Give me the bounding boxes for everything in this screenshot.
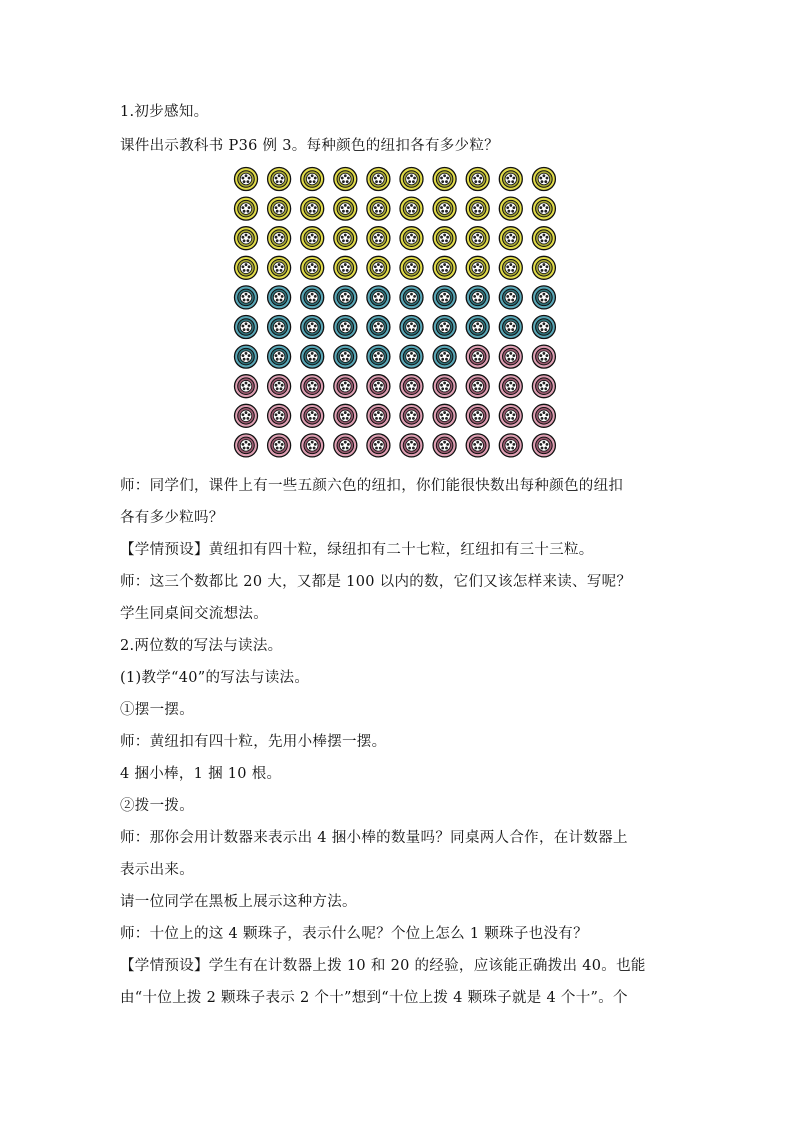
yellow-button-icon <box>301 197 324 220</box>
yellow-button-icon <box>367 197 390 220</box>
pink-button-icon <box>268 375 291 398</box>
yellow-button-icon <box>400 168 423 191</box>
text-line: 师：这三个数都比 20 大，又都是 100 以内的数，它们又该怎样来读、写呢？ <box>120 574 632 590</box>
green-button-icon <box>301 286 324 309</box>
pink-button-icon <box>235 375 258 398</box>
text-line: 2.两位数的写法与读法。 <box>120 638 283 654</box>
yellow-button-icon <box>466 168 489 191</box>
yellow-button-icon <box>367 168 390 191</box>
green-button-icon <box>499 316 522 339</box>
yellow-button-icon <box>532 197 555 220</box>
text-line: 学生同桌间交流想法。 <box>120 606 268 622</box>
text-line: 请一位同学在黑板上展示这种方法。 <box>120 894 357 910</box>
text-line: ②拨一拨。 <box>120 798 194 814</box>
green-button-icon <box>268 286 291 309</box>
pink-button-icon <box>301 375 324 398</box>
pink-button-icon <box>532 404 555 427</box>
pink-button-icon <box>499 434 522 457</box>
green-button-icon <box>235 316 258 339</box>
green-button-icon <box>235 345 258 368</box>
text-line: 1.初步感知。 <box>120 104 209 120</box>
yellow-button-icon <box>499 168 522 191</box>
green-button-icon <box>400 316 423 339</box>
pink-button-icon <box>367 375 390 398</box>
buttons-figure <box>232 164 564 464</box>
pink-button-icon <box>334 375 357 398</box>
yellow-button-icon <box>235 256 258 279</box>
text-line: 师：同学们，课件上有一些五颜六色的纽扣，你们能很快数出每种颜色的纽扣 <box>120 478 624 494</box>
pink-button-icon <box>334 434 357 457</box>
pink-button-icon <box>466 375 489 398</box>
text-line: 表示出来。 <box>120 862 194 878</box>
yellow-button-icon <box>499 256 522 279</box>
green-button-icon <box>433 316 456 339</box>
pink-button-icon <box>367 434 390 457</box>
yellow-button-icon <box>268 168 291 191</box>
yellow-button-icon <box>367 227 390 250</box>
pink-button-icon <box>268 404 291 427</box>
green-button-icon <box>235 286 258 309</box>
pink-button-icon <box>466 345 489 368</box>
yellow-button-icon <box>235 197 258 220</box>
yellow-button-icon <box>301 227 324 250</box>
yellow-button-icon <box>235 227 258 250</box>
pink-button-icon <box>499 404 522 427</box>
yellow-button-icon <box>301 168 324 191</box>
green-button-icon <box>367 286 390 309</box>
yellow-button-icon <box>334 227 357 250</box>
pink-button-icon <box>532 375 555 398</box>
yellow-button-icon <box>466 227 489 250</box>
yellow-button-icon <box>400 197 423 220</box>
pink-button-icon <box>268 434 291 457</box>
pink-button-icon <box>499 345 522 368</box>
green-button-icon <box>268 345 291 368</box>
text-line: ①摆一摆。 <box>120 702 194 718</box>
text-line: 各有多少粒吗？ <box>120 510 224 526</box>
text-line: 【学情预设】黄纽扣有四十粒，绿纽扣有二十七粒，红纽扣有三十三粒。 <box>120 542 594 558</box>
green-button-icon <box>466 286 489 309</box>
green-button-icon <box>301 316 324 339</box>
yellow-button-icon <box>433 197 456 220</box>
green-button-icon <box>268 316 291 339</box>
yellow-button-icon <box>268 256 291 279</box>
green-button-icon <box>400 286 423 309</box>
pink-button-icon <box>334 404 357 427</box>
pink-button-icon <box>301 404 324 427</box>
green-button-icon <box>400 345 423 368</box>
yellow-button-icon <box>367 256 390 279</box>
pink-button-icon <box>433 434 456 457</box>
yellow-button-icon <box>235 168 258 191</box>
pink-button-icon <box>400 404 423 427</box>
yellow-button-icon <box>499 197 522 220</box>
text-line: 师：那你会用计数器来表示出 4 捆小棒的数量吗？同桌两人合作，在计数器上 <box>120 830 628 846</box>
green-button-icon <box>334 286 357 309</box>
green-button-icon <box>433 345 456 368</box>
green-button-icon <box>367 345 390 368</box>
yellow-button-icon <box>433 227 456 250</box>
text-line: 师：十位上的这 4 颗珠子，表示什么呢？个位上怎么 1 颗珠子也没有？ <box>120 926 588 942</box>
green-button-icon <box>433 286 456 309</box>
yellow-button-icon <box>532 256 555 279</box>
pink-button-icon <box>433 375 456 398</box>
pink-button-icon <box>499 375 522 398</box>
yellow-button-icon <box>400 227 423 250</box>
pink-button-icon <box>301 434 324 457</box>
text-line: 【学情预设】学生有在计数器上拨 10 和 20 的经验，应该能正确拨出 40。也能 <box>120 958 646 974</box>
yellow-button-icon <box>334 168 357 191</box>
yellow-button-icon <box>268 197 291 220</box>
green-button-icon <box>532 286 555 309</box>
pink-button-icon <box>466 404 489 427</box>
text-line: 4 捆小棒，1 捆 10 根。 <box>120 766 282 782</box>
text-line: 课件出示教科书 P36 例 3。每种颜色的纽扣各有多少粒？ <box>120 138 499 154</box>
green-button-icon <box>334 345 357 368</box>
pink-button-icon <box>235 404 258 427</box>
green-button-icon <box>532 316 555 339</box>
yellow-button-icon <box>334 256 357 279</box>
green-button-icon <box>301 345 324 368</box>
pink-button-icon <box>400 434 423 457</box>
pink-button-icon <box>433 404 456 427</box>
pink-button-icon <box>235 434 258 457</box>
yellow-button-icon <box>532 227 555 250</box>
pink-button-icon <box>400 375 423 398</box>
yellow-button-icon <box>334 197 357 220</box>
yellow-button-icon <box>499 227 522 250</box>
yellow-button-icon <box>466 256 489 279</box>
yellow-button-icon <box>268 227 291 250</box>
yellow-button-icon <box>532 168 555 191</box>
pink-button-icon <box>466 434 489 457</box>
yellow-button-icon <box>466 197 489 220</box>
pink-button-icon <box>532 434 555 457</box>
yellow-button-icon <box>400 256 423 279</box>
yellow-button-icon <box>301 256 324 279</box>
text-line: 师：黄纽扣有四十粒，先用小棒摆一摆。 <box>120 734 387 750</box>
pink-button-icon <box>367 404 390 427</box>
green-button-icon <box>466 316 489 339</box>
green-button-icon <box>334 316 357 339</box>
yellow-button-icon <box>433 168 456 191</box>
green-button-icon <box>367 316 390 339</box>
pink-button-icon <box>532 345 555 368</box>
green-button-icon <box>499 286 522 309</box>
text-line: 由“十位上拨 2 颗珠子表示 2 个十”想到“十位上拨 4 颗珠子就是 4 个十”。个 <box>120 990 628 1006</box>
yellow-button-icon <box>433 256 456 279</box>
text-line: (1)教学“40”的写法与读法。 <box>120 670 310 686</box>
